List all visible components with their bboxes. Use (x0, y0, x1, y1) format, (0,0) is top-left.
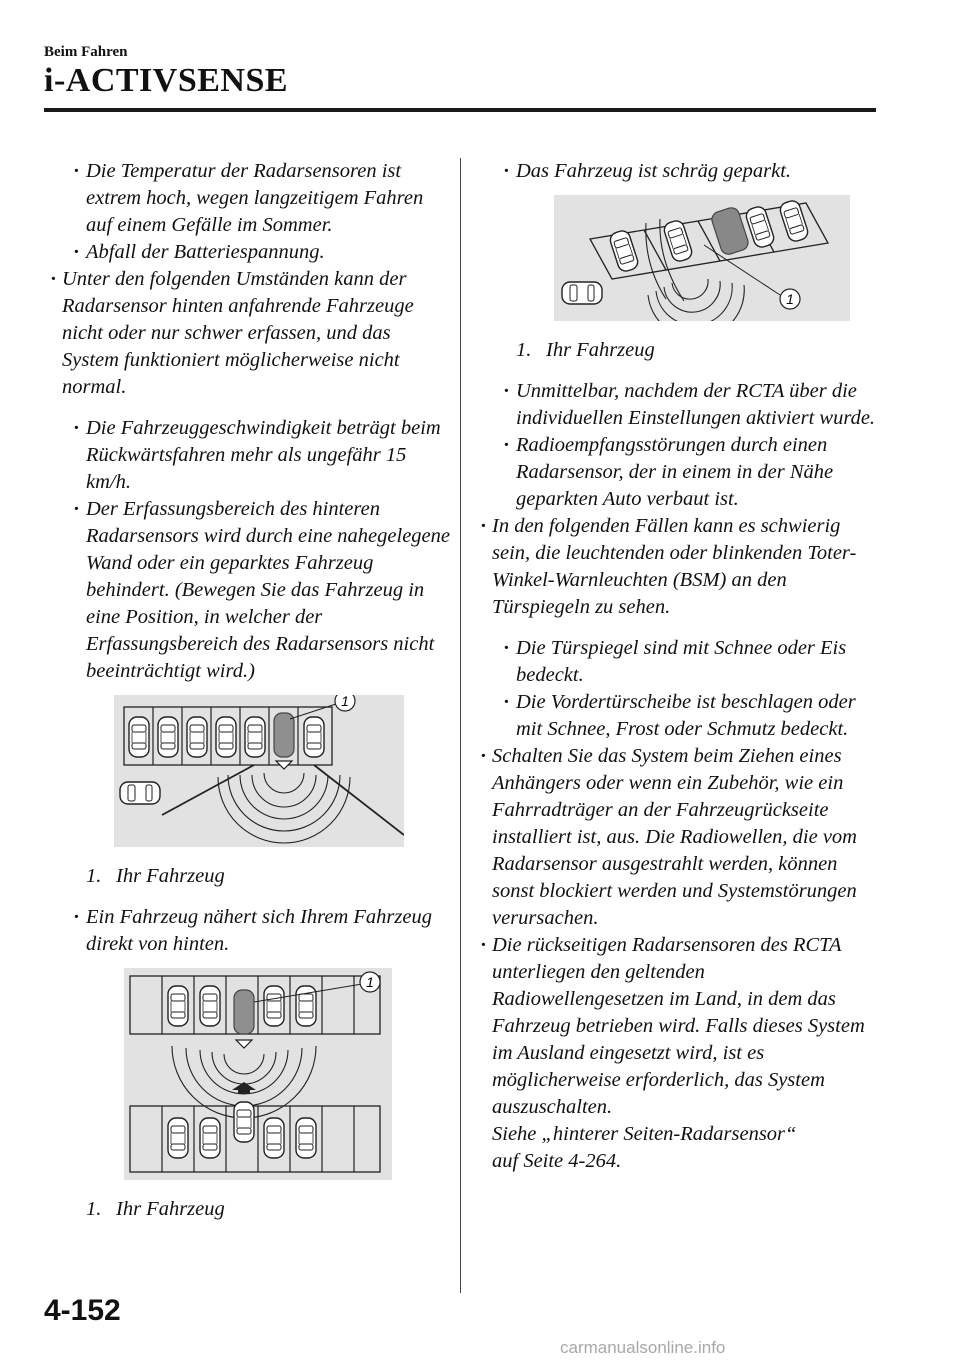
list-item: · Die Fahrzeuggeschwindigkeit beträgt beim Rückwärtsfahren mehr als ungefähr 15 km/h. (50, 415, 450, 496)
list-item: · Die rückseitigen Radarsensoren des RCTA unterliegen den geltenden Radiowellengesetzen im Land, in dem das Fahrzeug betrieben wird. Falls dieses System im Ausland eingesetzt wird, ist es möglicherweise erforderlich, das System auszuschalten. Siehe „hinterer Seiten-Radarsensor“ auf Seite 4-264. (480, 932, 880, 1175)
right-column (480, 158, 880, 1175)
list-item: · Unter den folgenden Umständen kann der Radarsensor hinten anfahrende Fahrzeuge nicht oder nur schwer erfassen, und das System funktioniert möglicherweise nicht normal. (50, 266, 450, 401)
figure-wall-obstruction (114, 695, 404, 847)
list-item: · Die Türspiegel sind mit Schnee oder Eis bedeckt. (480, 635, 880, 689)
list-item: · Ein Fahrzeug nähert sich Ihrem Fahrzeug direkt von hinten. (50, 904, 450, 958)
list-item: · Radioempfangsstörungen durch einen Radarsensor, der in einem in der Nähe geparkten Auto verbaut ist. (480, 432, 880, 513)
section-header: Beim Fahren (44, 44, 128, 60)
list-item: · Schalten Sie das System beim Ziehen eines Anhängers oder wenn ein Zubehör, wie ein Fahrradträger an der Fahrzeugrückseite installiert ist, aus. Die Radiowellen, die vom Radarsensor ausgestrahlt werden, können sonst blockiert werden und Systemstörungen verursachen. (480, 743, 880, 932)
page-number: 4-152 (44, 1294, 121, 1327)
cross-reference: Siehe „hinterer Seiten-Radarsensor“ (492, 1123, 797, 1145)
page-title: i-ACTIVSENSE (44, 62, 289, 99)
column-divider (460, 158, 461, 1293)
header-rule (44, 108, 876, 112)
svg-text:1: 1 (786, 291, 794, 307)
list-item: · Die Temperatur der Radarsensoren ist extrem hoch, wegen langzeitigem Fahren auf einem Gefälle im Sommer. (50, 158, 450, 239)
figure-caption: 1. Ihr Fahrzeug (86, 1198, 225, 1220)
figure-angled-parking (554, 195, 850, 321)
list-item: · Die Vordertürscheibe ist beschlagen oder mit Schnee, Frost oder Schmutz bedeckt. (480, 689, 880, 743)
cross-reference-page: auf Seite 4-264. (492, 1150, 622, 1172)
list-item: · Unmittelbar, nachdem der RCTA über die individuellen Einstellungen aktiviert wurde. (480, 378, 880, 432)
figure-caption: 1. Ihr Fahrzeug (86, 865, 225, 887)
watermark: carmanualsonline.info (560, 1338, 726, 1357)
list-item: · Abfall der Batteriespannung. (50, 239, 450, 266)
left-column (50, 158, 450, 1223)
svg-text:1: 1 (366, 974, 374, 990)
list-item: · Der Erfassungsbereich des hinteren Radarsensors wird durch eine nahegelegene Wand oder ein geparktes Fahrzeug behindert. (Bewegen Sie das Fahrzeug in eine Position, in welcher der Erfassungsbereich des Radarsensors nicht beeinträchtigt wird.) (50, 496, 450, 685)
svg-text:1: 1 (341, 695, 349, 709)
figure-caption: 1. Ihr Fahrzeug (516, 339, 655, 361)
list-item: · In den folgenden Fällen kann es schwierig sein, die leuchtenden oder blinkenden Toter-Winkel-Warnleuchten (BSM) an den Türspiegeln zu sehen. (480, 513, 880, 621)
list-item: · Das Fahrzeug ist schräg geparkt. (480, 158, 880, 185)
figure-approach-from-rear (124, 968, 392, 1180)
